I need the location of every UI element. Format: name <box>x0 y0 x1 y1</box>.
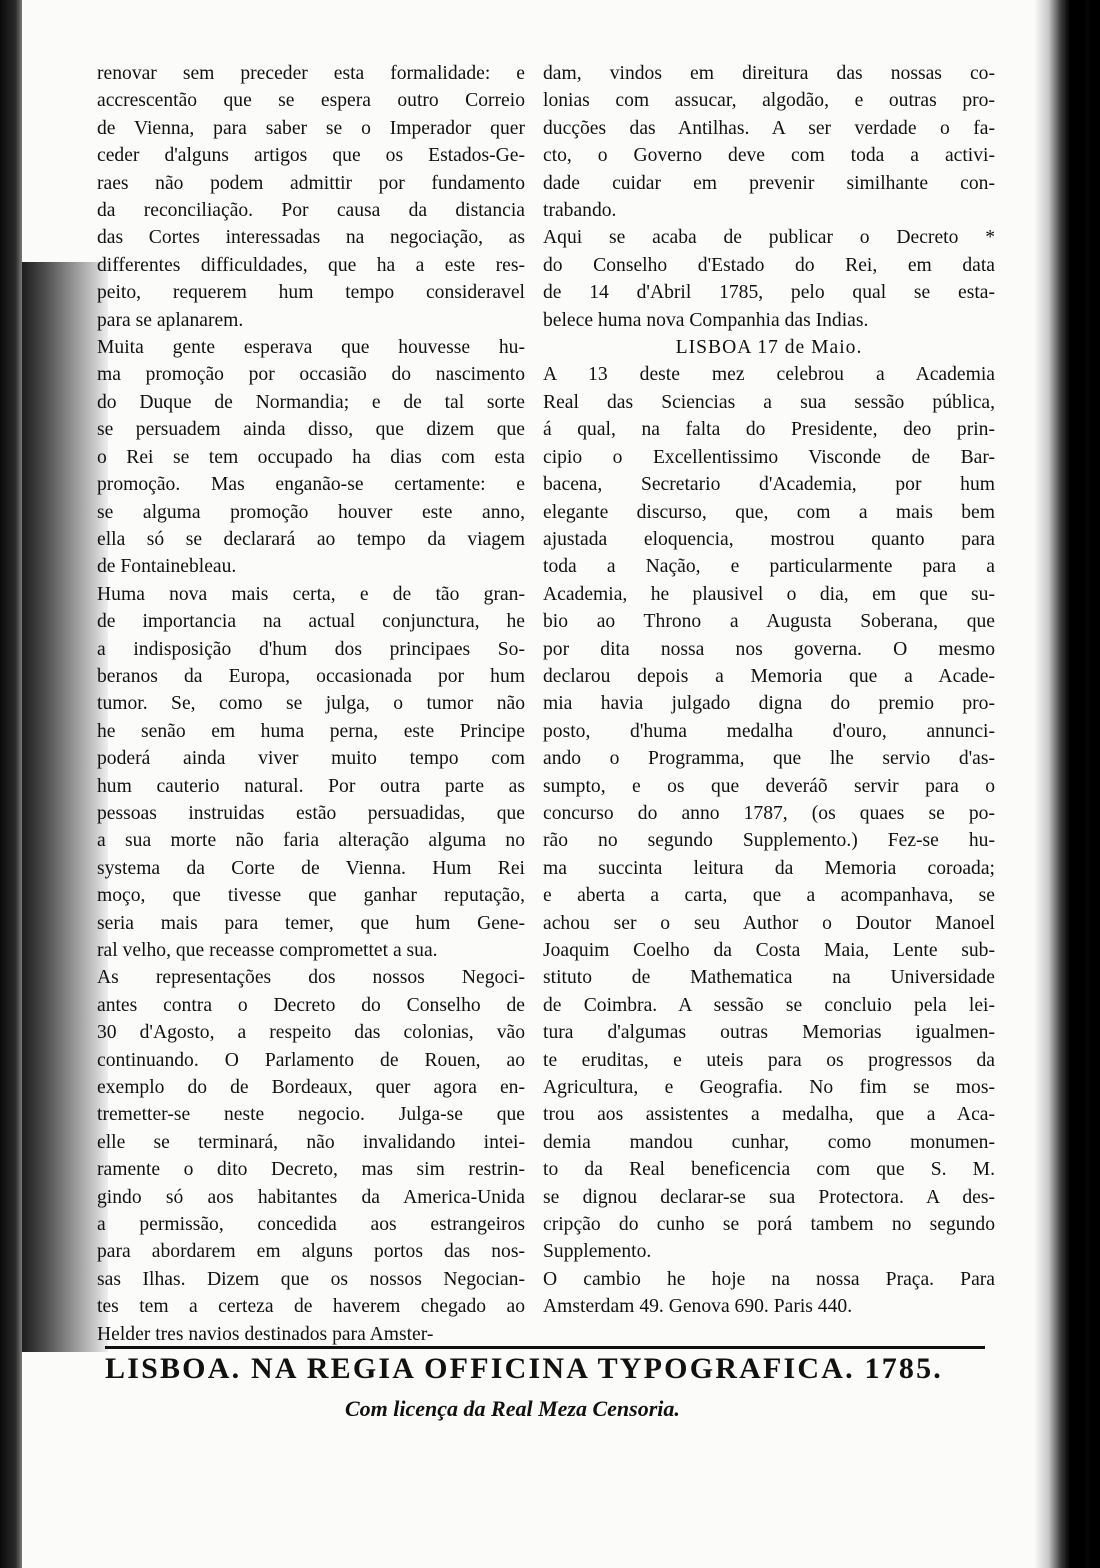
text-line: de 14 d'Abril 1785, pelo qual se esta- <box>543 282 995 304</box>
right-column <box>543 60 995 1321</box>
text-line: a sua morte não faria alteração alguma no <box>97 830 525 852</box>
text-line: tes tem a certeza de haverem chegado ao <box>97 1296 525 1318</box>
text-line: ajustada eloquencia, mostrou quanto para <box>543 528 995 550</box>
text-line: tremetter-se neste negocio. Julga-se que <box>97 1104 525 1126</box>
text-line: cripção do cunho se porá tambem no segundo <box>543 1214 995 1236</box>
text-line: ando o Programma, que lhe servio d'as- <box>543 748 995 770</box>
text-line: se persuadem ainda disso, que dizem que <box>97 419 525 441</box>
text-line: belece huma nova Companhia das Indias. <box>543 309 869 331</box>
text-line: Academia, he plausivel o dia, em que su- <box>543 583 995 605</box>
text-line: por dita nossa nos governa. O mesmo <box>543 638 995 660</box>
text-line: differentes difficuldades, que ha a este res- <box>97 254 525 276</box>
text-line: continuando. O Parlamento de Rouen, ao <box>97 1049 525 1071</box>
text-line: do Conselho d'Estado do Rei, em data <box>543 254 995 276</box>
text-line: a indisposição d'hum dos principaes So- <box>97 638 525 660</box>
text-line: As representações dos nossos Negoci- <box>97 967 525 989</box>
text-line: rão no segundo Supplemento.) Fez-se hu- <box>543 830 995 852</box>
text-line: elle se terminará, não invalidando intei- <box>97 1131 525 1153</box>
text-line: sas Ilhas. Dizem que os nossos Negocian- <box>97 1268 525 1290</box>
text-line: do Duque de Normandia; e de tal sorte <box>97 391 525 413</box>
censorship-licence: Com licença da Real Meza Censoria. <box>345 1396 680 1421</box>
text-line: de Coimbra. A sessão se concluio pela lei- <box>543 994 995 1016</box>
scan-left-border <box>0 0 22 1568</box>
text-line: a permissão, concedida aos estrangeiros <box>97 1214 525 1236</box>
text-line: pessoas instruidas estão persuadidas, que <box>97 802 525 824</box>
text-line: demia mandou cunhar, como monumen- <box>543 1131 995 1153</box>
text-line: Joaquim Coelho da Costa Maia, Lente sub- <box>543 940 995 961</box>
text-line: concurso do anno 1787, (os quaes se po- <box>543 802 995 824</box>
text-line: tura d'algumas outras Memorias igualmen- <box>543 1022 995 1044</box>
text-line: peito, requerem hum tempo consideravel <box>97 282 525 304</box>
text-line: bacena, Secretario d'Academia, por hum <box>543 474 995 496</box>
text-line: para se aplanarem. <box>97 309 244 331</box>
text-line: achou ser o seu Author o Doutor Manoel <box>543 912 995 934</box>
printer-imprint: LISBOA. NA REGIA OFFICINA TYPOGRAFICA. 1785. <box>105 1352 944 1385</box>
text-line: exemplo do de Bordeaux, quer agora en- <box>97 1077 525 1099</box>
text-line: sumpto, e os que deveráõ servir para o <box>543 775 995 797</box>
text-line: Muita gente esperava que houvesse hu- <box>97 337 525 359</box>
text-line: ral velho, que receasse compromettet a sua. <box>97 940 438 961</box>
text-line: trabando. <box>543 200 617 222</box>
text-line: he senão em huma perna, este Principe <box>97 720 525 742</box>
text-line: cto, o Governo deve com toda a activi- <box>543 145 995 167</box>
text-line: de Vienna, para saber se o Imperador quer <box>97 117 525 139</box>
scan-right-border <box>1034 0 1070 1568</box>
text-line: raes não podem admittir por fundamento <box>97 172 525 194</box>
footer-rule <box>105 1346 985 1349</box>
text-line: poderá ainda viver muito tempo com <box>97 748 525 770</box>
text-line: ella só se declarará ao tempo da viagem <box>97 528 525 550</box>
text-line: das Cortes interessadas na negociação, as <box>97 227 525 249</box>
text-line: dade cuidar em prevenir similhante con- <box>543 172 995 194</box>
text-line: beranos da Europa, occasionada por hum <box>97 665 525 687</box>
text-line: bio ao Throno a Augusta Soberana, que <box>543 611 995 633</box>
text-line: Real das Sciencias a sua sessão pública, <box>543 391 995 413</box>
text-line: toda a Nação, e particularmente para a <box>543 556 995 578</box>
text-line: moço, que tivesse que ganhar reputação, <box>97 885 525 907</box>
text-line: ducções das Antilhas. A ser verdade o fa- <box>543 117 995 139</box>
text-line: Amsterdam 49. Genova 690. Paris 440. <box>543 1296 853 1318</box>
text-line: A 13 deste mez celebrou a Academia <box>543 364 995 386</box>
text-line: mia havia julgado digna do premio pro- <box>543 693 995 715</box>
text-line: stituto de Mathematica na Universidade <box>543 967 995 989</box>
text-line: da reconciliação. Por causa da distancia <box>97 200 525 222</box>
text-line: promoção. Mas enganão-se certamente: e <box>97 474 525 496</box>
text-line: LISBOA 17 de Maio. <box>675 337 863 359</box>
text-line: o Rei se tem occupado ha dias com esta <box>97 446 525 468</box>
text-line: á qual, na falta do Presidente, deo prin- <box>543 419 995 441</box>
text-line: de Fontainebleau. <box>97 556 237 578</box>
text-line: renovar sem preceder esta formalidade: e <box>97 63 525 84</box>
text-line: ma succinta leitura da Memoria coroada; <box>543 857 995 879</box>
text-line: de importancia na actual conjunctura, he <box>97 611 525 633</box>
binding-edge <box>1085 0 1090 1568</box>
text-line: Agricultura, e Geografia. No fim se mos- <box>543 1077 995 1099</box>
text-line: systema da Corte de Vienna. Hum Rei <box>97 857 525 879</box>
text-line: cipio o Excellentissimo Visconde de Bar- <box>543 446 995 468</box>
text-line: ma promoção por occasião do nascimento <box>97 364 525 386</box>
text-line: se alguma promoção houver este anno, <box>97 501 525 523</box>
text-line: declarou depois a Memoria que a Acade- <box>543 665 995 687</box>
text-line: Helder tres navios destinados para Amster- <box>97 1323 434 1345</box>
text-line: accrescentão que se espera outro Correio <box>97 90 525 112</box>
text-line: lonias com assucar, algodão, e outras pro- <box>543 90 995 112</box>
text-line: trou aos assistentes a medalha, que a Aca- <box>543 1104 995 1126</box>
text-line: se dignou declarar-se sua Protectora. A des- <box>543 1186 995 1208</box>
text-line: hum cauterio natural. Por outra parte as <box>97 775 525 797</box>
text-line: gindo só aos habitantes da America-Unida <box>97 1186 525 1208</box>
text-line: Huma nova mais certa, e de tão gran- <box>97 583 525 605</box>
text-line: Supplemento. <box>543 1241 652 1263</box>
text-line: ramente o dito Decreto, mas sim restrin- <box>97 1159 525 1181</box>
left-column <box>97 60 525 1348</box>
text-line: e aberta a carta, que a acompanhava, se <box>543 885 995 907</box>
text-line: Aqui se acaba de publicar o Decreto * <box>543 227 995 249</box>
text-line: para abordarem em alguns portos das nos- <box>97 1241 525 1263</box>
scan-shadow-strip <box>22 262 108 1352</box>
text-line: 30 d'Agosto, a respeito das colonias, vão <box>97 1022 525 1044</box>
text-line: tumor. Se, como se julga, o tumor não <box>97 693 525 715</box>
text-line: ceder d'alguns artigos que os Estados-Ge- <box>97 145 525 167</box>
text-line: to da Real beneficencia com que S. M. <box>543 1159 995 1181</box>
text-line: posto, d'huma medalha d'ouro, annunci- <box>543 720 995 742</box>
text-line: seria mais para temer, que hum Gene- <box>97 912 525 934</box>
text-line: elegante discurso, que, com a mais bem <box>543 501 995 523</box>
text-line: O cambio he hoje na nossa Praça. Para <box>543 1268 995 1290</box>
text-line: dam, vindos em direitura das nossas co- <box>543 63 995 84</box>
text-line: antes contra o Decreto do Conselho de <box>97 994 525 1016</box>
text-line: te eruditas, e uteis para os progressos da <box>543 1049 995 1071</box>
